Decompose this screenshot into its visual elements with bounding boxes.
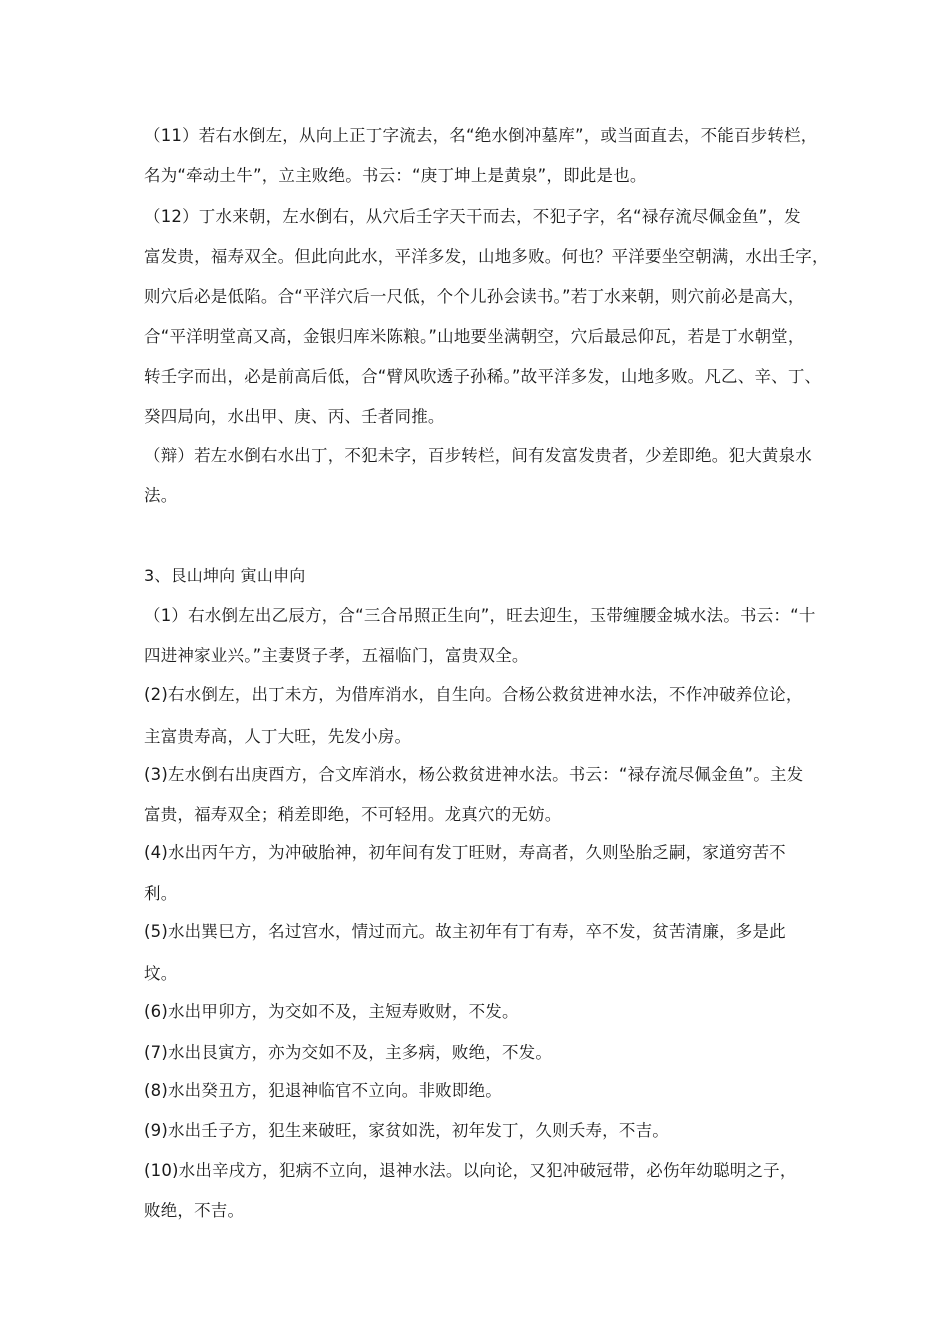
text-line: (2)右水倒左，出丁未方，为借库消水，自生向。合杨公救贫进神水法，不作冲破养位论，: [144, 685, 803, 704]
text-line: (6)水出甲卯方，为交如不及，主短寿败财，不发。: [144, 1002, 519, 1021]
text-line: （1）右水倒左出乙辰方，合“三合吊照正生向”，旺去迎生，玉带缠腰金城水法。书云：“十: [144, 606, 816, 625]
text-line: 癸四局向，水出甲、庚、丙、壬者同推。: [144, 407, 445, 426]
text-line: 富贵，福寿双全；稍差即绝，不可轻用。龙真穴的无妨。: [144, 805, 562, 824]
text-line: 转壬字而出，必是前高后低，合“臂风吹透子孙稀。”故平洋多发，山地多败。凡乙、辛、丁、: [144, 367, 822, 386]
text-line: (9)水出壬子方，犯生来破旺，家贫如洗，初年发丁，久则夭寿，不吉。: [144, 1121, 669, 1140]
text-line: (5)水出巽巳方，名过宫水，情过而亢。故主初年有丁有寿，卒不发，贫苦清廉，多是此: [144, 922, 786, 941]
text-line: 则穴后必是低陷。合“平洋穴后一尺低，个个儿孙会读书。”若丁水来朝，则穴前必是高大，: [144, 287, 805, 306]
text-line: 名为“牵动土牛”，立主败绝。书云：“庚丁坤上是黄泉”，即此是也。: [144, 166, 647, 185]
text-line: 合“平洋明堂高又高，金银归库米陈粮。”山地要坐满朝空，穴后最忌仰瓦，若是丁水朝堂，: [144, 327, 805, 346]
text-line: (8)水出癸丑方，犯退神临官不立向。非败即绝。: [144, 1081, 502, 1100]
text-line: 败绝，不吉。: [144, 1201, 245, 1220]
text-line: (4)水出丙午方，为冲破胎神，初年间有发丁旺财，寿高者，久则坠胎乏嗣，家道穷苦不: [144, 843, 786, 862]
text-line: 利。: [144, 884, 178, 903]
text-line: （11）若右水倒左，从向上正丁字流去，名“绝水倒冲墓库”，或当面直去，不能百步转栏，: [144, 126, 818, 145]
text-line: 法。: [144, 486, 178, 505]
text-line: 坟。: [144, 964, 178, 983]
text-line: (7)水出艮寅方，亦为交如不及，主多病，败绝，不发。: [144, 1043, 553, 1062]
text-line: 富发贵，福寿双全。但此向此水，平洋多发，山地多败。何也？平洋要坐空朝满，水出壬字，: [144, 247, 829, 266]
text-line: (10)水出辛戌方，犯病不立向，退神水法。以向论，又犯冲破冠带，必伤年幼聪明之子，: [144, 1161, 797, 1180]
section-heading: 3、艮山坤向 寅山申向: [144, 566, 306, 585]
text-line: （12）丁水来朝，左水倒右，从穴后壬字天干而去，不犯子字，名“禄存流尽佩金鱼”，发: [144, 207, 801, 226]
text-line: 四进神家业兴。”主妻贤子孝，五福临门，富贵双全。: [144, 646, 529, 665]
text-line: (3)左水倒右出庚酉方，合文库消水，杨公救贫进神水法。书云：“禄存流尽佩金鱼”。主发: [144, 765, 804, 784]
text-line: 主富贵寿高，人丁大旺，先发小房。: [144, 727, 412, 746]
text-line: （辩）若左水倒右水出丁，不犯未字，百步转栏，间有发富发贵者，少差即绝。犯大黄泉水: [144, 446, 812, 465]
